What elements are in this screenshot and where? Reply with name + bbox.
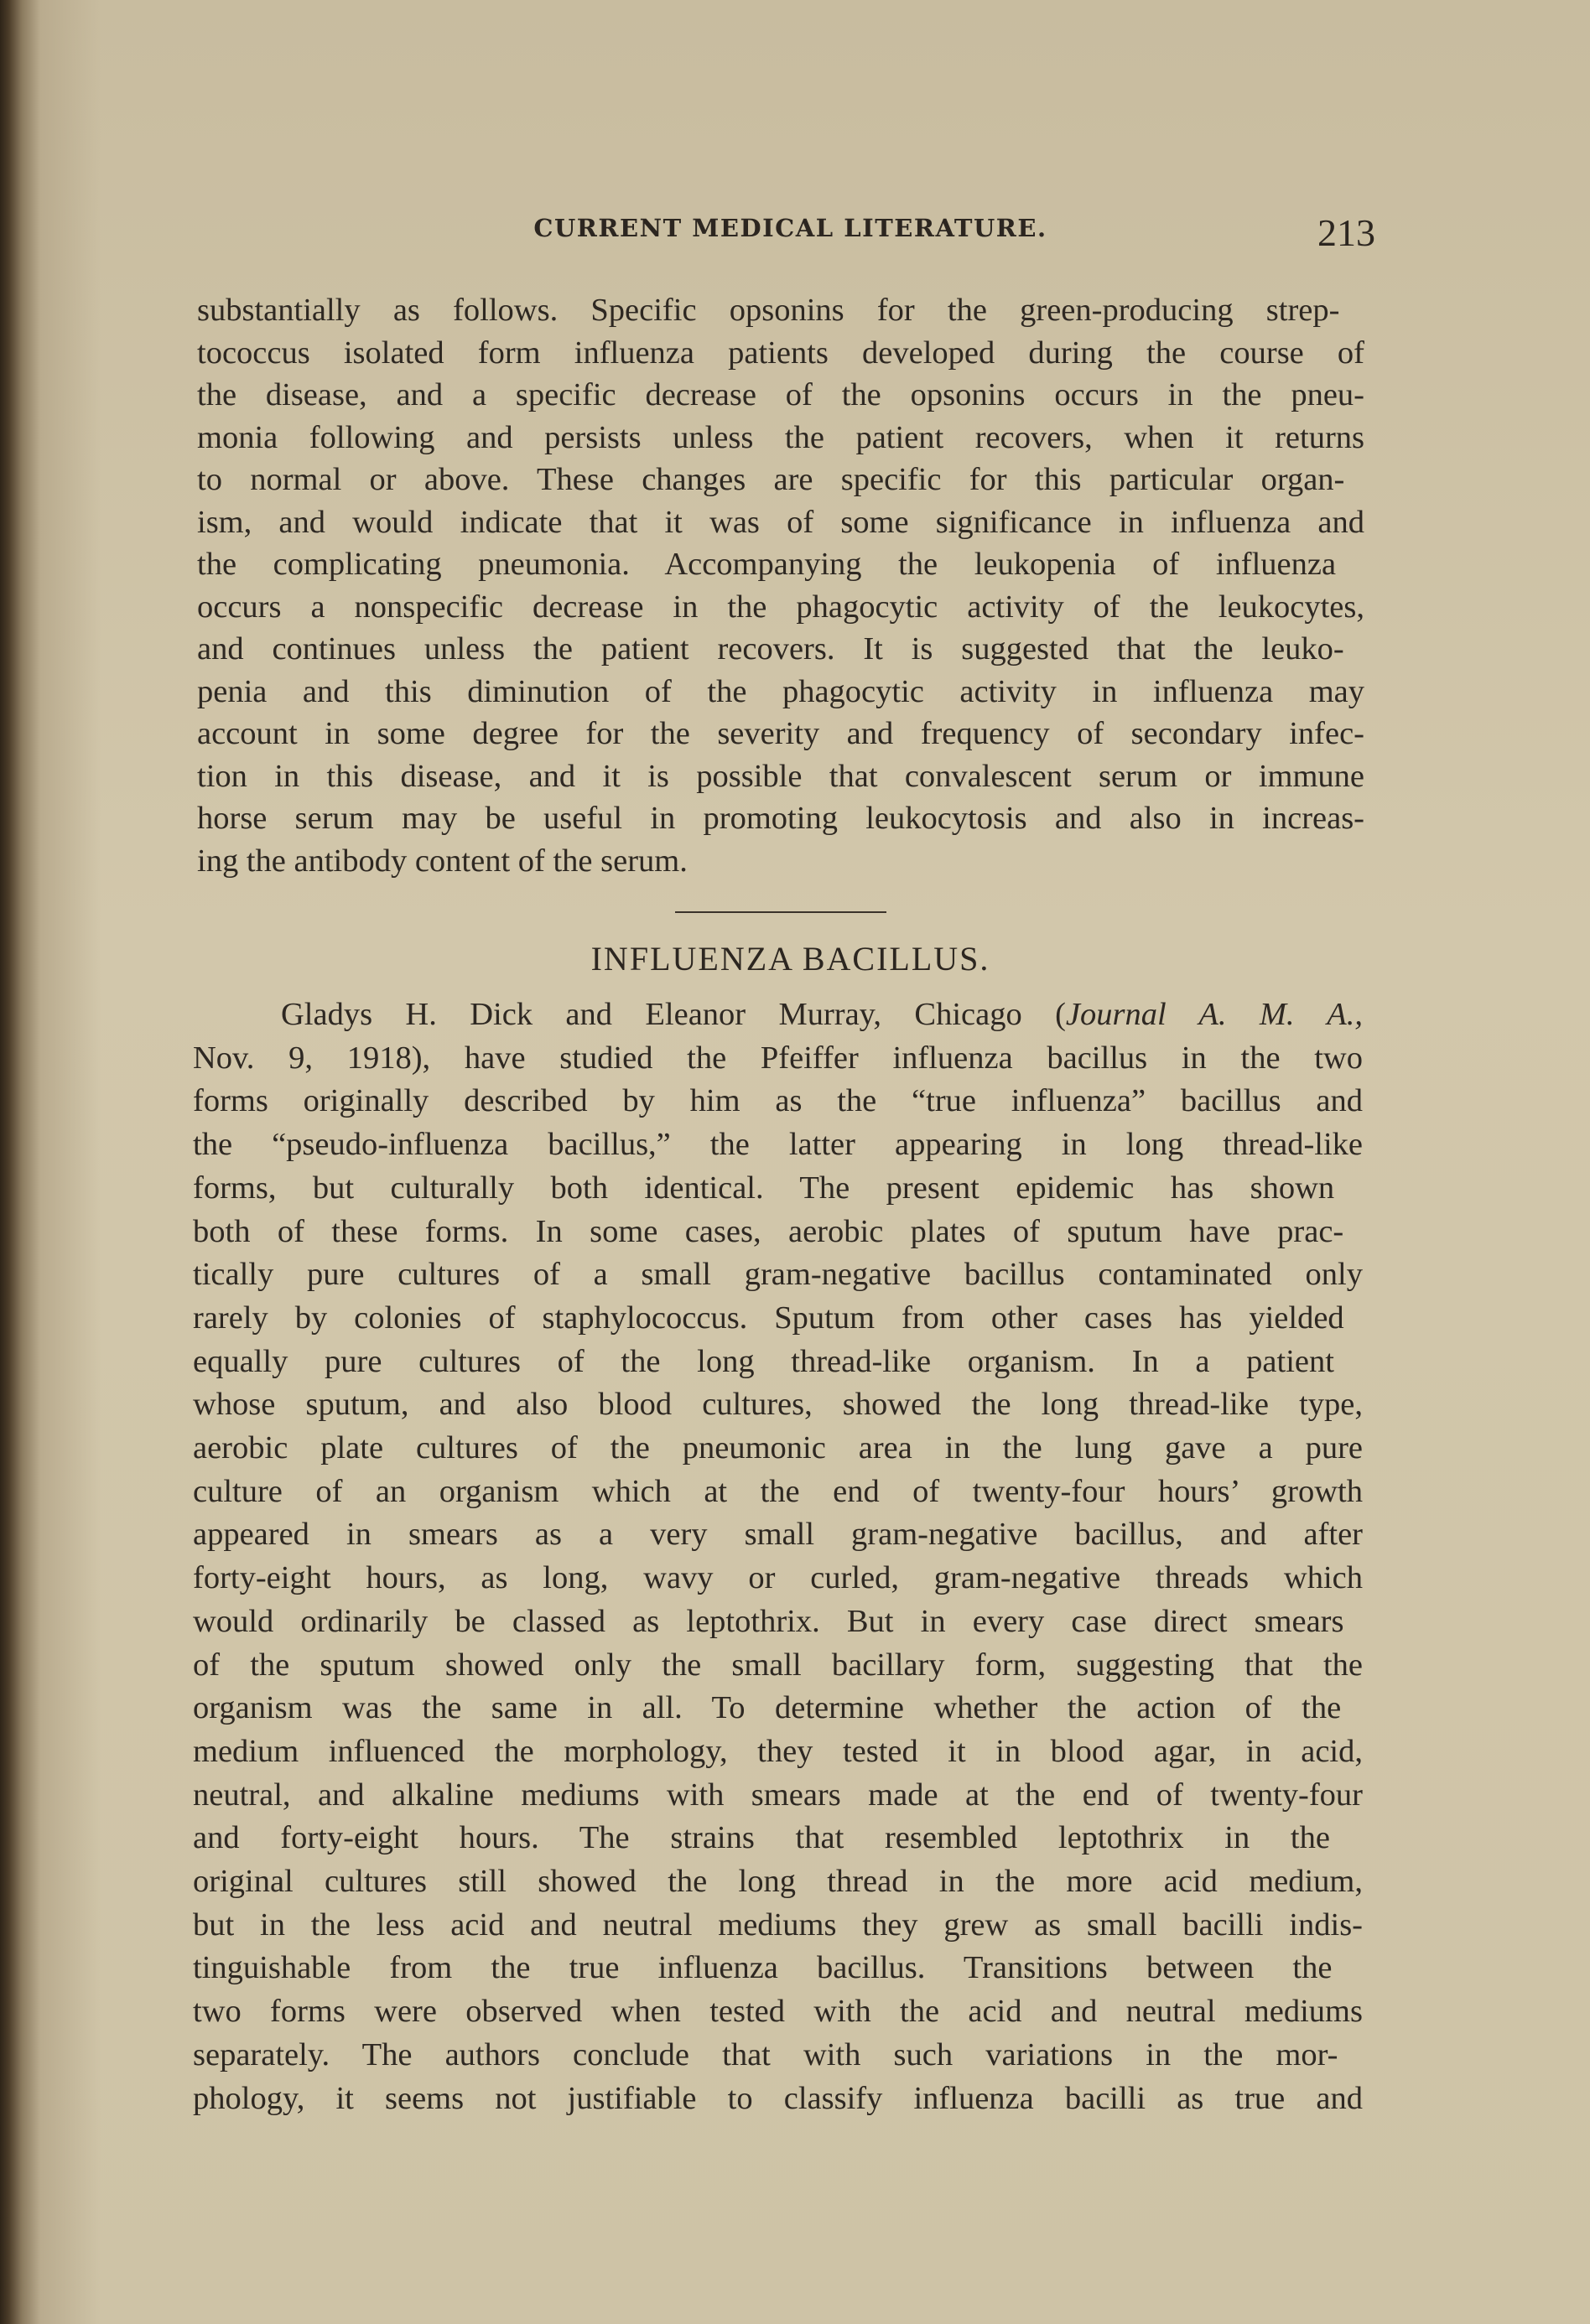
paragraph-opsonins [197,289,1364,882]
text-line: neutral, and alkaline mediums with smears made at the end of twenty-four [193,1777,1363,1813]
text-line: of the sputum showed only the small bacillary form, suggesting that the [193,1647,1363,1683]
text-line: Nov. 9, 1918), have studied the Pfeiffer influenza bacillus in the two [193,1040,1363,1076]
text-line: aerobic plate cultures of the pneumonic area in the lung gave a pure [193,1430,1363,1466]
text-line: tion in this disease, and it is possible that convalescent serum or immune [197,758,1364,794]
paragraph-influenza-bacillus [193,993,1363,2120]
section-divider [675,911,886,913]
text-line: tically pure cultures of a small gram-negative bacillus contaminated only [193,1257,1363,1293]
text-line: and continues unless the patient recovers. It is suggested that the leuko- [197,631,1344,667]
text-line: penia and this diminution of the phagocytic activity in influenza may [197,673,1364,709]
text-line: would ordinarily be classed as leptothrix. But in every case direct smears [193,1603,1344,1639]
text-line: forms, but culturally both identical. The present epidemic has shown [193,1170,1335,1206]
text-line: but in the less acid and neutral mediums they grew as small bacilli indis- [193,1906,1363,1943]
text-line: appeared in smears as a very small gram-negative bacillus, and after [193,1517,1363,1553]
text-line: the “pseudo-influenza bacillus,” the latter appearing in long thread-like [193,1127,1363,1163]
text-line: ing the antibody content of the serum. [197,843,688,879]
text-line [193,993,1363,1037]
text-line: organism was the same in all. To determine whether the action of the [193,1690,1342,1726]
text-line: medium influenced the morphology, they tested it in blood agar, in acid, [193,1733,1363,1769]
running-header [205,211,1375,256]
text-line: tococcus isolated form influenza patients developed during the course of [197,335,1364,371]
text-line: the disease, and a specific decrease of the opsonins occurs in the pneu- [197,377,1364,412]
text-line: two forms were observed when tested with the acid and neutral mediums [193,1994,1363,2030]
text-line: and forty-eight hours. The strains that resembled leptothrix in the [193,1820,1330,1856]
text-line: substantially as follows. Specific opsonins for the green-producing strep- [197,293,1340,328]
text-line: both of these forms. In some cases, aerobic plates of sputum have prac- [193,1213,1344,1249]
text-line: forty-eight hours, as long, wavy or curled, gram-negative threads which [193,1560,1363,1596]
text-line: original cultures still showed the long thread in the more acid medium, [193,1864,1363,1900]
text-line: whose sputum, and also blood cultures, showed the long thread-like type, [193,1387,1363,1423]
running-header-title: CURRENT MEDICAL LITERATURE. [533,214,1047,242]
text-line: to normal or above. These changes are specific for this particular organ- [197,462,1345,497]
text-line: tinguishable from the true influenza bacillus. Transitions between the [193,1950,1333,1986]
text-line: monia following and persists unless the patient recovers, when it returns [197,419,1364,455]
text-line: account in some degree for the severity and frequency of secondary infec- [197,716,1364,751]
text-line: occurs a nonspecific decrease in the phagocytic activity of the leukocytes, [197,589,1364,625]
text-line: horse serum may be useful in promoting leukocytosis and also in increas- [197,801,1364,836]
text-line: forms originally described by him as the “true influenza” bacillus and [193,1083,1363,1119]
text-line: rarely by colonies of staphylococcus. Sputum from other cases has yielded [193,1299,1344,1336]
text-line-start: Gladys H. Dick and Eleanor Murray, Chicago ( [281,997,1066,1032]
text-line: separately. The authors conclude that with such variations in the mor- [193,2036,1338,2072]
journal-citation: Journal A. M. A., [1065,997,1363,1032]
section-title: INFLUENZA BACILLUS. [590,940,990,978]
text-line: the complicating pneumonia. Accompanying the leukopenia of influenza [197,547,1337,582]
text-line: ism, and would indicate that it was of some significance in influenza and [197,504,1364,540]
text-line: phology, it seems not justifiable to classify influenza bacilli as true and [193,2080,1363,2116]
text-line: culture of an organism which at the end of twenty-four hours’ growth [193,1473,1363,1509]
text-line: equally pure cultures of the long thread-like organism. In a patient [193,1343,1334,1379]
page-number: 213 [1317,211,1375,254]
